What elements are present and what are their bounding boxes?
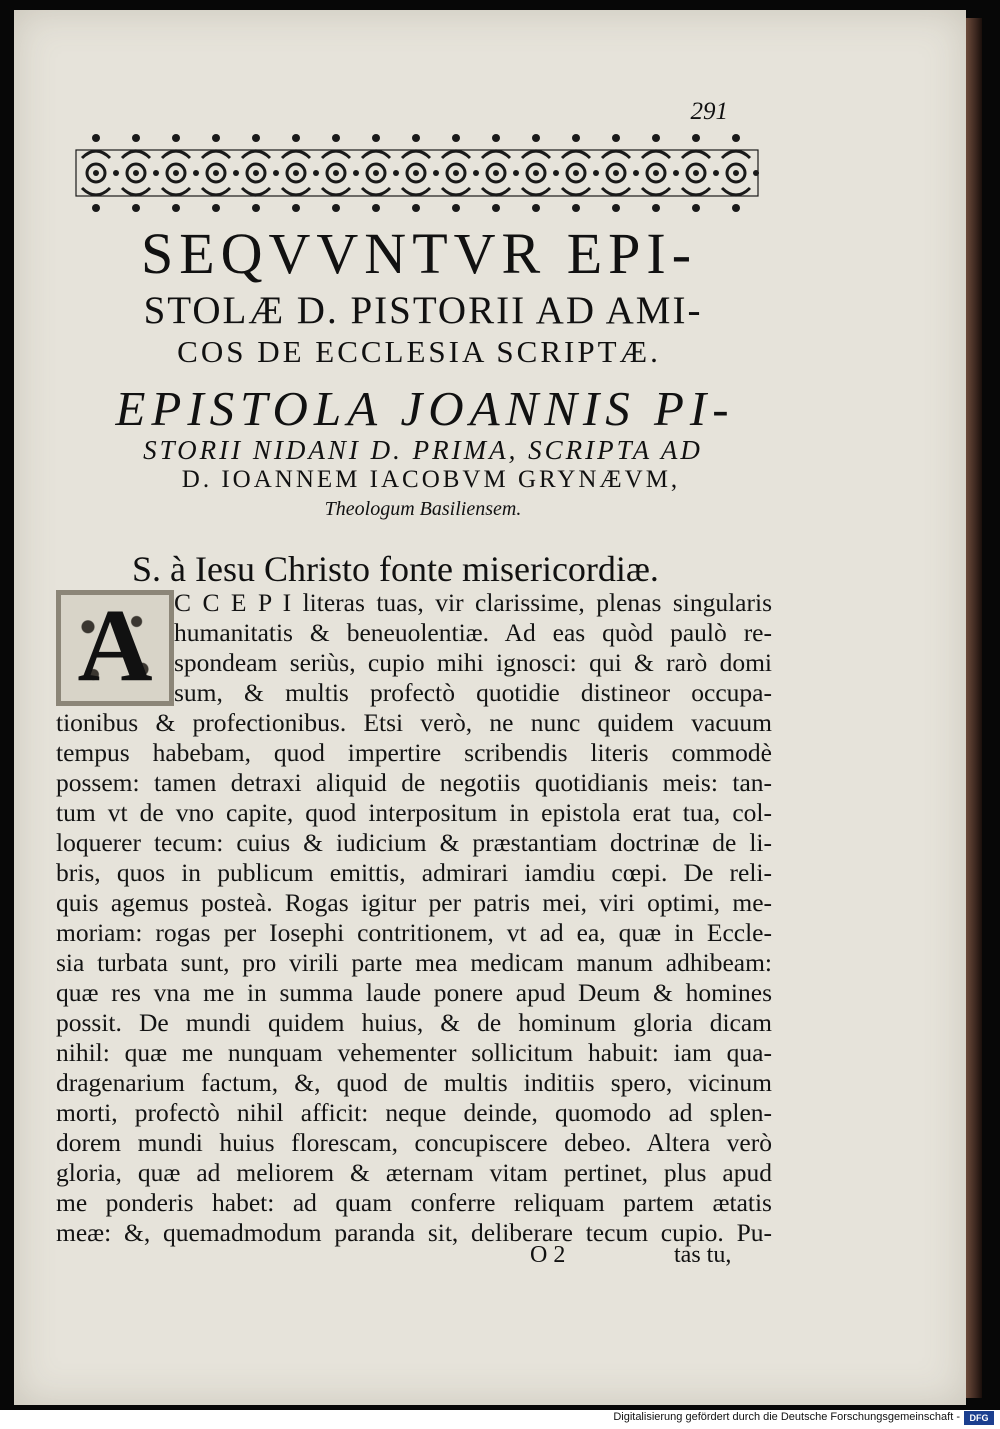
catchword: tas tu, [674, 1242, 732, 1268]
ornament-motif [82, 134, 119, 212]
ornament-motif [282, 134, 319, 212]
body-line: moriam: rogas per Iosephi contritionem, vt ad ea, quæ in Eccle- [56, 918, 772, 947]
subtitle-line-1: EPISTOLA JOANNIS PI- [115, 381, 735, 436]
subtitle-line-4: Theologum Basiliensem. [324, 498, 522, 520]
subtitle-line-3: D. IOANNEM IACOBVM GRYNÆVM, [181, 466, 681, 493]
ornament-motif [162, 134, 199, 212]
title-line-1: SEQVVNTVR EPI- [140, 221, 698, 286]
ornament-motif [362, 134, 399, 212]
initial-letter: A [77, 588, 153, 703]
footer-credit: Digitalisierung gefördert durch die Deutsche Forschungsgemeinschaft - [613, 1411, 960, 1423]
body-line: quis agemus posteà. Rogas igitur per patris mei, viri optimi, me- [56, 888, 772, 917]
ornament-motif [442, 134, 479, 212]
book-page [14, 10, 966, 1405]
salutation: S. à Iesu Christo fonte misericordiæ. [132, 549, 659, 589]
body-line: sia turbata sunt, pro virili parte mea medicam manum adhibeam: [56, 948, 772, 977]
title-line-2: STOLÆ D. PISTORII AD AMI- [143, 289, 703, 332]
body-line: spondeam seriùs, cupio mihi ignosci: qui & rarò domi [174, 648, 772, 677]
subtitle-line-2: STORII NIDANI D. PRIMA, SCRIPTA AD [143, 435, 703, 465]
ornament-motif [562, 134, 599, 212]
body-line: morti, profectò nihil afficit: neque deinde, quomodo ad splen- [56, 1098, 772, 1127]
book-fore-edge [966, 18, 982, 1398]
body-line: tionibus & profectionibus. Etsi verò, ne nunc quidem vacuum [56, 708, 772, 737]
ornament-motif [202, 134, 239, 212]
body-line: gloria, quæ ad meliorem & æternam vitam pertinet, plus apud [56, 1158, 772, 1187]
ornament-motif [722, 134, 759, 212]
body-line: sum, & multis profectò quotidie distineor occupa- [174, 678, 772, 707]
body-line: humanitatis & beneuolentiæ. Ad eas quòd paulò re- [174, 618, 772, 647]
ornament-motif [602, 134, 639, 212]
body-line: meæ: &, quemadmodum paranda sit, deliberare tecum cupio. Pu- [56, 1218, 772, 1247]
ornament-motif [482, 134, 519, 212]
body-line: dorem mundi huius florescam, concupiscere debeo. Altera verò [56, 1128, 772, 1157]
ornament-motif [322, 134, 359, 212]
decorated-initial-icon [56, 590, 174, 706]
catchline [14, 1242, 814, 1272]
body-line: quæ res vna me in summa laude ponere apud Deum & homines [56, 978, 772, 1007]
body-line: possem: tamen detraxi aliquid de negotiis quotidianis meis: tan- [56, 768, 772, 797]
floral-ornament-icon [74, 128, 760, 216]
signature-mark: O 2 [530, 1242, 566, 1268]
dfg-logo: DFG [964, 1411, 994, 1425]
body-line: loquerer tecum: cuius & iudicium & præstantiam doctrinæ de li- [56, 828, 772, 857]
body-line: me ponderis habet: ad quam conferre reliquam partem ætatis [56, 1188, 772, 1217]
body-line: tempus habebam, quod impertire scribendis literis commodè [56, 738, 772, 767]
ornament-motif [642, 134, 679, 212]
body-line: possit. De mundi quidem huius, & de hominum gloria dicam [56, 1008, 772, 1037]
ornament-motif [242, 134, 279, 212]
body-line: C C E P I literas tuas, vir clarissime, plenas singularis [174, 588, 772, 617]
ornament-motif [682, 134, 719, 212]
ornament-motif [122, 134, 159, 212]
title-line-3: COS DE ECCLESIA SCRIPTÆ. [177, 334, 661, 369]
body-line: tum vt de vno capite, quod interpositum in epistola erat tua, col- [56, 798, 772, 827]
page-number: 291 [690, 98, 728, 125]
ornament-motif [402, 134, 439, 212]
body-line: nihil: quæ me nunquam vehementer sollicitum habuit: iam qua- [56, 1038, 772, 1067]
body-line: bris, quos in publicum emittis, admirari iamdiu cœpi. De reli- [56, 858, 772, 887]
body-line: dragenarium factum, &, quod de multis inditiis spero, vicinum [56, 1068, 772, 1097]
ornament-motif [522, 134, 559, 212]
